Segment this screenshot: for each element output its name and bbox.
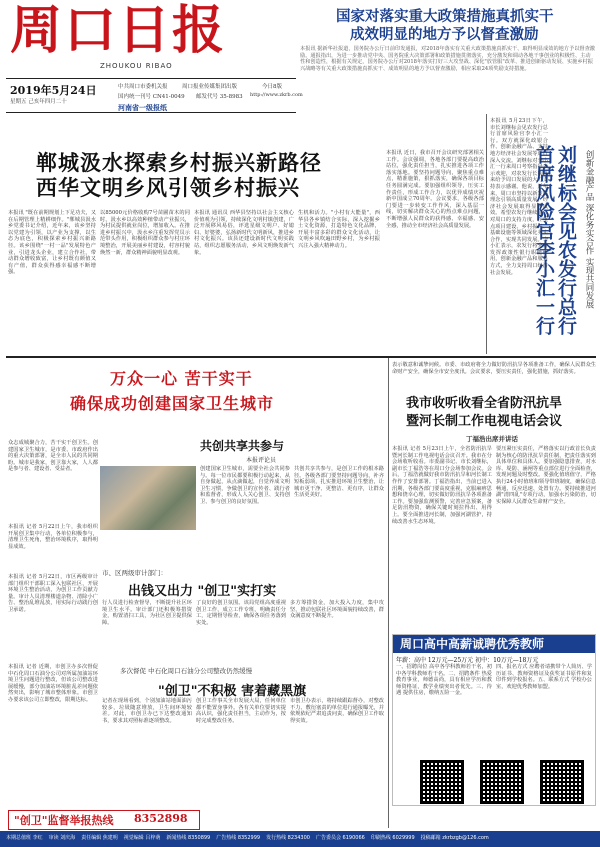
organizer: 中共周口市委机关报: [118, 84, 168, 90]
side-column-body: 本报讯 5月23日下午，市长刘继标会见农发行总行首席风险官李小汇一行。双方就深化政银合作、创新金融产品、支持地方经济社会发展等进行深入交流。刘继标对李小汇一行来周口考察指导表示欢迎，对农发行长期以来给予周口发展的大力支持表示感谢。他说，近年来，周口市坚持以新发展理念引领高质量发展，经济社会发展取得显著成效。希望农发行继续加大对周口的支持力度，在重点项目建设、乡村振兴、基础设施等领域深化务实合作，实现共同发展。李小汇表示，农发行将充分发挥政策性银行职能作用，创新金融产品和服务方式，全力支持周口经济社会发展。: [490, 118, 548, 276]
right-story-byline: 丁福浩出席并讲话: [466, 435, 518, 443]
qr-code-3[interactable]: [540, 760, 584, 804]
footer-item: 印刷热线 6029999: [370, 835, 415, 841]
weekday-line: 星期五 己亥年四月二十: [10, 99, 67, 105]
postal-code: 邮发代号 35-8983: [196, 94, 243, 100]
side-column-headline: 刘继标会见农发行总行首席风险官李小汇一行: [533, 145, 577, 335]
sub-story-2-body-b: 记者在现场看到，个别加油站地面油污较多，垃圾随意堆放，卫生间环境较差。对此，市创卫办已下达整改通知书，要求其对照标准逐项整改。: [102, 698, 192, 724]
footer-item: 视觉编辑 吕梓萌: [123, 835, 161, 841]
footer-item: 新闻热线 8350899: [166, 835, 211, 841]
top-headline-1: 国家对落实重大政策措施真抓实干: [336, 8, 554, 25]
side-column-subhead: 创新金融产品 深化务实合作 实现共同发展: [584, 150, 594, 309]
sub-story-1-body-c: 了良好的创卫氛围。该局党组高度重视创卫工作，成立工作专班，明确责任分工，定期督导检查，确保各项任务落到实处。: [196, 600, 286, 626]
sub-story-2-body-a: 本报讯 记者 近期，市创卫办多次督促中石化周口石油分公司对所属加油站环境卫生问题进行整改，但该公司整改进展缓慢，部分加油站环境脏乱差问题依然突出，影响了城市整体形象。市创卫办要求该公司立即整改，限期达标。: [8, 664, 98, 703]
tagline: 河南省一级报纸: [118, 103, 167, 112]
masthead-title: 周口日报: [10, 0, 227, 61]
sub-story-1-body-b: 行人员进行检查督导，不断提升社区环境卫生水平。审计部门还积极筹措资金，购置清扫工具，为社区创卫提供保障。: [102, 600, 192, 626]
feature-column-1b: 本报讯 记者 5月22日上午，我市组织开展创卫集中行动，各单位积极参与，清理卫生死角，整治环境秩序，取得明显成效。: [8, 524, 98, 550]
footer-item: 发行热线 8234300: [266, 835, 310, 841]
publisher: 周口报业传媒集团出版: [182, 84, 238, 90]
footer-item[interactable]: 投稿邮箱 zkrbzgb@126.com: [420, 835, 489, 841]
feature-intro: 众志成城聚合力，苦干实干创卫生。创建国家卫生城市，是市委、市政府作出的重大决策部署，是全市人民的共同期盼。城市是我家，创卫靠大家，人人都是参与者、建设者、受益者。: [8, 440, 98, 473]
sub-story-2-body-c: 创卫工作事关全市发展大局，任何单位都不能置身事外。各有关单位要切实提高认识，强化责任担当，主动作为，按时完成整改任务。: [196, 698, 286, 724]
lead-column-4: 生机和活力。"小村有大能量"，西华县各乡镇结合实际，深入挖掘乡土文化资源，打造特色文化品牌，开展丰富多彩的群众文化活动，让文明乡风吹遍田野乡村，为乡村振兴注入强大精神动力。: [298, 210, 380, 249]
footer-item: 广告热线 8352999: [216, 835, 261, 841]
footer-item: 本期总值班 李红: [6, 835, 43, 841]
recruitment-ad-body-1: 一、招聘岗位 高中各学科教师若干名，初中各学科教师若干名。二、招聘条件 热爱教育事业，师德高尚，具有相应学历和教师资格证，教学业绩突出者优先。三、待遇 提供住房，缴纳五险一金。: [396, 664, 492, 697]
right-story-headline-2: 暨河长制工作电视电话会议: [406, 414, 563, 429]
right-story-intro: 表示敬意和诚挚问候。市委、市政府将全力做好防汛抗旱各项准备工作，确保人民群众生命财产安全，确保全市安全度汛。会议要求，要压实责任，强化措施，抓好落实。: [392, 362, 596, 375]
lead-column-2: 以85000元价格收购7号苗圃苗木的同时，汲水乡以高效种植带动产业振兴，为村民提供就业岗位，增加收入。在推进乡村振兴中，汲水乡注重发挥党员示范带头作用，积极组织群众参与村庄环境整治，开展美丽乡村建设，村容村貌焕然一新，群众精神面貌明显改观。: [100, 210, 190, 256]
feature-headline: 共创共享共参与: [200, 439, 285, 453]
feature-column-2: 创建国家卫生城市，需要全社会共同参与。每一位市民都要积极行动起来，从自身做起，从点滴做起，自觉养成文明卫生习惯，争做创卫的宣传者、践行者和监督者，形成人人关心创卫、支持创卫、参与创卫的良好氛围。: [200, 466, 290, 505]
masthead-pinyin: ZHOUKOU RIBAO: [100, 62, 173, 70]
feature-banner-line-2: 确保成功创建国家卫生城市: [70, 394, 275, 413]
sub-story-2-kicker: 多次督促 中石化周口石油分公司整改仍然缓慢: [120, 667, 253, 675]
right-story-col-2: 要压紧压实责任，严格落实以行政首长负责制为核心的防汛抗旱责任制，把责任落实到具体单位和具体人。要加强隐患排查，对水库、堤防、涵闸等重点部位进行全面检查，发现问题及时整改。要强化值班值守，严格执行24小时值班和领导带班制度，确保信息畅通、反应迅速、处置有力。要持续推进河湖"清四乱"专项行动，加强水污染防治，切实保障人民群众生命财产安全。: [496, 446, 596, 505]
sub-story-2-body-d: 市创卫办表示，将持续跟踪督办，对整改不力、敷衍塞责的单位进行通报曝光，并依规依纪严肃追责问责，确保创卫工作取得实效。: [290, 698, 384, 724]
footer-items: [6, 834, 596, 845]
recruitment-ad-title: 周口高中高薪诚聘优秀教师: [400, 637, 545, 651]
top-story-text: 本报讯 据新华社报道，国务院办公厅日前印发通报，对2018年落实有关重大政策措施真抓实干、取得明显成效的地方予以督查激励。通报指出，为进一步推动党中央、国务院重大决策部署和政策措施贯彻落实，充分激发和调动各地干事创业的积极性、主动性和创造性，根据有关规定，国务院办公厅对2018年落实打好三大攻坚战、深化"放管服"改革、推进创新驱动发展、实施乡村振兴战略等有关重大政策措施真抓实干、成效明显的地方予以督查激励，相应采取24项奖励支持措施。: [300, 46, 595, 72]
recruitment-ad-salary: 年薪：高中 12万元—25万元 初中：10万元—18万元: [396, 657, 539, 664]
right-story-headline-1: 我市收听收看全省防汛抗旱: [406, 396, 563, 411]
cn-number: 国内统一刊号 CN41-0049: [118, 94, 185, 100]
lead-headline-1: 郸城汲水探索乡村振兴新路径: [36, 150, 322, 175]
lead-column-5: 本报讯 近日，我市召开会议研究部署相关工作。会议强调，各地各部门要提高政治站位，强化责任担当，扎实推进各项工作落实落地。要坚持问题导向，聚焦重点难点，精准施策，狠抓落实，确保各项目标任务圆满完成。要加强组织领导，压实工作责任，形成工作合力，以优异成绩庆祝新中国成立70周年。会议要求，各级各部门要进一步转变工作作风，深入基层一线，切实解决群众关心的热点难点问题，不断增强人民群众的获得感、幸福感、安全感，推动全市经济社会高质量发展。: [386, 150, 484, 229]
lead-column-3: 本报讯 通讯员 西华县坚持以社会主义核心价值观为引领，持续深化文明村镇创建，广泛开展移风易俗，评选星级文明户、好媳妇、好婆婆，弘扬新时代文明新风，推进乡村文化振兴。该县还建设新时代文明实践站，组织志愿服务活动，乡风文明焕发新气象。: [194, 210, 294, 256]
website[interactable]: http://www.zkrb.com: [250, 92, 303, 98]
feature-photo: [100, 466, 196, 530]
recruitment-ad-body-2: 四、报名方式 应聘者请携带个人简历、学历证书、教师资格证及获奖证书原件和复印件到学校报名。五、联系方式 学校办公室，欢迎优秀教师加盟。: [496, 664, 592, 690]
lead-column-1: 本报讯 "既在前期规划上下足功夫，又在后期管理上精耕细作。"郸城县汲水乡党委书记介绍，近年来，该乡坚持以党建为引领，以产业为支撑，以生态为底色，积极探索乡村振兴新路径。该乡围绕"一村一品"发展特色产业，引进龙头企业，建立合作社，带动群众增收致富，让乡村既有颜值又有产值，群众获得感幸福感不断增强。: [8, 210, 96, 276]
date-line: 2019年5月24日: [10, 84, 97, 97]
feature-banner-line-1: 万众一心 苦干实干: [110, 369, 253, 388]
sub-story-1-headline: 出钱又出力 "创卫"实打实: [128, 584, 277, 599]
qr-code-2[interactable]: [480, 760, 524, 804]
right-story-col-1: 本报讯 记者 5月23日上午，全省防汛抗旱暨河长制工作电视电话会议召开。我市在分会场收听收看。市委副书记、市长刘继标，副市长丁福浩等在周口分会场参加会议。会后，丁福浩就做好我市防汛抗旱和河长制工作作了安排部署。丁福浩指出，当前已进入汛期，各级各部门要高度重视，克服麻痹思想和侥幸心理，切实做好防汛抗旱各项准备工作。要加强监测预警，完善应急预案，备足防汛物资，确保关键时刻拉得出、用得上。要全面推进河长制，加强河湖管护，持续改善水生态环境。: [392, 446, 492, 525]
sub-story-1-body-a: 本报讯 记者 5月22日，市区两级审计部门组织干部职工深入包联社区，开展环境卫生整治活动，为创卫工作贡献力量。审计人员清理楼道杂物、清除小广告、整治乱堆乱放，用实际行动践行创卫承诺。: [8, 574, 98, 613]
sub-story-1-body-d: 多方筹措资金，加大投入力度，集中攻坚，推动包联社区环境面貌持续改善，群众满意度不断提升。: [290, 600, 384, 620]
page-count: 今日8版: [262, 84, 282, 90]
lead-headline-2: 西华文明乡风引领乡村振兴: [36, 175, 300, 200]
top-headline-2: 成效明显的地方予以督查激励: [350, 26, 539, 43]
hotline-number[interactable]: 8352898: [134, 812, 188, 825]
footer-item: 审读 刘庆海: [48, 835, 76, 841]
sub-story-1-kicker: 市、区两级审计部门：: [102, 569, 167, 577]
hotline-label: "创卫"监督举报热线: [14, 814, 114, 827]
footer-item: 责任编辑 焦建明: [81, 835, 118, 841]
sub-story-2-headline: "创卫"不积极 害着藏黑旗: [158, 684, 307, 699]
feature-column-3: 共创共享共参与，是创卫工作的根本路径。各级各部门要坚持问题导向，补齐短板弱项，扎实推进环境卫生整治，让城市更干净、更整洁、更有序，让群众生活更美好。: [294, 466, 384, 499]
feature-byline: 本报评论员: [246, 457, 277, 464]
footer-item: 广告委员会 6190066: [315, 835, 365, 841]
qr-code-1[interactable]: [420, 760, 464, 804]
